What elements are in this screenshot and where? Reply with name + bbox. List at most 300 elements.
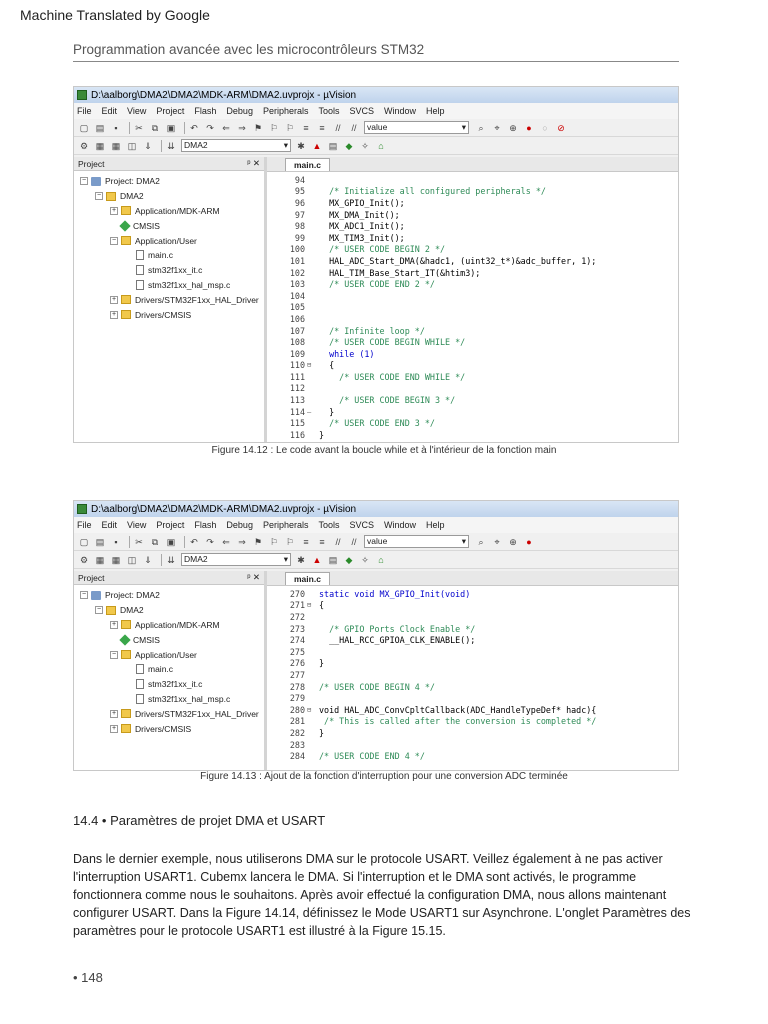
code-line[interactable] (267, 588, 678, 600)
toolbar-separator (161, 140, 162, 152)
line-number: 273 (289, 623, 305, 634)
pack-installer-icon[interactable]: ✧ (361, 140, 369, 151)
code-line[interactable] (267, 727, 678, 739)
expand-icon[interactable]: + (111, 206, 117, 214)
tree-item[interactable] (74, 677, 264, 692)
code-text: /* USER CODE END 4 */ (319, 751, 425, 762)
code-text: { (319, 360, 335, 371)
debug-zoom-icon[interactable]: ⊕ (509, 536, 517, 547)
code-line[interactable] (267, 360, 678, 372)
code-line[interactable] (267, 406, 678, 418)
menu-tools[interactable]: Tools (318, 520, 340, 530)
tree-item-label: Drivers/STM32F1xx_HAL_Driver (135, 294, 259, 305)
line-number: 101 (289, 255, 305, 266)
code-text: MX_GPIO_Init(); (319, 197, 405, 208)
cut-icon[interactable]: ✂ (135, 122, 143, 133)
tree-item-label: CMSIS (133, 634, 160, 645)
menu-help[interactable]: Help (426, 520, 445, 530)
project-icon (91, 177, 101, 186)
toolbar-separator (184, 536, 185, 548)
code-text: __HAL_RCC_GPIOA_CLK_ENABLE(); (319, 635, 476, 646)
toolbar-separator (184, 122, 185, 134)
load-flash-icon[interactable]: ⇓ (144, 554, 152, 565)
find-combo[interactable] (364, 535, 469, 548)
chevron-down-icon[interactable]: ▾ (461, 536, 466, 546)
menu-peripherals[interactable]: Peripherals (262, 520, 309, 530)
menu-help[interactable]: Help (426, 106, 445, 116)
find-combo-value: value (367, 536, 388, 546)
target-select[interactable] (181, 139, 291, 152)
bookmark-prev-icon[interactable]: ⚐ (269, 122, 279, 133)
code-text: void HAL_ADC_ConvCpltCallback(ADC_HandleTypeDef* hadc){ (319, 704, 597, 715)
code-line[interactable] (267, 244, 678, 256)
undo-icon[interactable]: ↶ (190, 122, 198, 133)
target-options-icon[interactable]: ✱ (297, 554, 305, 565)
code-line[interactable] (267, 255, 678, 267)
code-line[interactable] (267, 278, 678, 290)
line-number: 282 (289, 727, 305, 738)
toolbar-separator (161, 554, 162, 566)
line-number: 104 (289, 290, 305, 301)
figure-14-12-screenshot (73, 86, 679, 443)
tree-item[interactable] (74, 307, 264, 322)
collapse-icon[interactable]: − (81, 591, 87, 599)
tree-item[interactable] (74, 603, 264, 618)
code-line[interactable] (267, 267, 678, 279)
code-line[interactable] (267, 394, 678, 406)
target-select-value: DMA2 (184, 554, 208, 564)
code-line[interactable] (267, 634, 678, 646)
breakpoint-icon[interactable]: ● (526, 536, 532, 547)
tab-main-c[interactable] (285, 572, 330, 585)
code-line[interactable] (267, 669, 678, 681)
comment-icon[interactable]: // (335, 122, 341, 133)
folder-icon (121, 650, 131, 659)
pane-controls[interactable]: ᵖ ✕ (247, 158, 260, 168)
window-title: D:\aalborg\DMA2\DMA2\MDK-ARM\DMA2.uvprojx - µVision (91, 503, 357, 515)
line-number: 114 (289, 406, 305, 417)
line-number: 284 (289, 751, 305, 762)
new-file-icon[interactable]: ▢ (79, 536, 89, 547)
code-text: /* GPIO Ports Clock Enable */ (319, 623, 476, 634)
nav-forward-icon[interactable]: ⇒ (238, 122, 246, 133)
code-line[interactable] (267, 611, 678, 623)
cubemx-icon[interactable]: ⌂ (378, 554, 384, 565)
fold-marker-icon[interactable]: ⊟ (307, 601, 312, 610)
folder-icon (121, 620, 131, 629)
rte-icon[interactable]: ◆ (345, 554, 353, 565)
code-line[interactable] (267, 417, 678, 429)
project-pane (74, 157, 267, 442)
line-number: 100 (289, 244, 305, 255)
project-tree (74, 171, 264, 322)
bookmark-icon[interactable]: ⚑ (253, 122, 263, 133)
indent-icon[interactable]: ≡ (303, 536, 309, 547)
line-number: 108 (289, 337, 305, 348)
build-icon[interactable]: ▦ (95, 554, 105, 565)
folder-icon (121, 310, 131, 319)
file-icon (136, 694, 144, 704)
save-icon[interactable]: ▪ (114, 536, 118, 547)
body-paragraph: Dans le dernier exemple, nous utiliserons DMA sur le protocole USART. Veillez également à ne pas activer l'interruption USART1. Cubemx lancera le DMA. Si l'interruption et le DMA sont activés, le programme fonctionnera comme nous le souhaitons. Après avoir effectué la configuration DMA, nous allons maintenant configurer USART. Dans la Figure 14.14, définissez le Mode USART1 sur Asynchrone. L'onglet Paramètres des paramètres pour le protocole USART1 est illustré à la Figure 15.15. (73, 852, 691, 938)
menu-peripherals[interactable]: Peripherals (262, 106, 309, 116)
code-line[interactable] (267, 646, 678, 658)
project-pane-header (74, 157, 264, 171)
line-number: 107 (289, 325, 305, 336)
menu-tools[interactable]: Tools (318, 106, 340, 116)
tree-item[interactable] (74, 706, 264, 721)
expand-icon[interactable]: + (111, 620, 117, 628)
breakpoint-icon[interactable]: ● (526, 122, 532, 133)
tree-item[interactable] (74, 292, 264, 307)
target-options-icon[interactable]: ✱ (297, 140, 305, 151)
undo-icon[interactable]: ↶ (190, 536, 198, 547)
line-number: 274 (289, 635, 305, 646)
line-number: 111 (289, 371, 305, 382)
code-line[interactable] (267, 174, 678, 186)
folder-icon (121, 206, 131, 215)
line-number: 279 (289, 693, 305, 704)
figure-14-12-caption: Figure 14.12 : Le code avant la boucle while et à l'intérieur de la fonction main (211, 445, 557, 456)
tree-item-label: DMA2 (120, 191, 144, 202)
project-tree (74, 585, 264, 736)
expand-icon[interactable]: + (111, 709, 117, 717)
tree-item[interactable] (74, 248, 264, 263)
toolbar-separator (129, 536, 130, 548)
menu-flash[interactable]: Flash (194, 520, 217, 530)
code-text: /* USER CODE BEGIN 2 */ (319, 244, 446, 255)
tree-item[interactable] (74, 174, 264, 189)
menu-edit[interactable]: Edit (101, 106, 118, 116)
code-line[interactable] (267, 197, 678, 209)
project-pane (74, 571, 267, 770)
line-number: 283 (289, 739, 305, 750)
copy-icon[interactable]: ⧉ (151, 536, 159, 547)
tree-item-label: stm32f1xx_it.c (148, 679, 203, 690)
machine-translation-banner: Machine Translated by Google (20, 7, 210, 23)
project-pane-title: Project (78, 158, 105, 169)
code-line[interactable] (267, 371, 678, 383)
pane-controls[interactable]: ᵖ ✕ (247, 572, 260, 582)
project-pane-header (74, 571, 264, 585)
chevron-down-icon[interactable]: ▾ (283, 140, 288, 150)
tree-item[interactable] (74, 263, 264, 278)
fold-marker-icon[interactable]: ⊟ (307, 705, 312, 714)
line-number: 275 (289, 646, 305, 657)
tree-item[interactable] (74, 647, 264, 662)
build-icon[interactable]: ▦ (95, 140, 105, 151)
tree-item-label: Application/MDK-ARM (135, 205, 220, 216)
folder-icon (121, 295, 131, 304)
find-in-files-icon[interactable]: ⌕ (478, 536, 484, 547)
target-select-value: DMA2 (184, 140, 208, 150)
folder-icon (121, 709, 131, 718)
translate-icon[interactable]: ⚙ (79, 140, 89, 151)
menu-window[interactable]: Window (384, 520, 417, 530)
menu-view[interactable]: View (127, 106, 147, 116)
bookmark-icon[interactable]: ⚑ (253, 536, 263, 547)
tree-item[interactable] (74, 632, 264, 647)
code-line[interactable] (267, 750, 678, 762)
code-text: while (1) (319, 348, 375, 359)
bookmark-next-icon[interactable]: ⚐ (285, 122, 295, 133)
code-text: /* USER CODE END 3 */ (319, 418, 435, 429)
tree-item-label: Application/User (135, 235, 197, 246)
manage-project-icon[interactable]: ▲ (312, 554, 322, 565)
tree-item[interactable] (74, 588, 264, 603)
uvision-app-icon (77, 90, 87, 100)
code-line[interactable] (267, 429, 678, 441)
line-number: 113 (289, 395, 305, 406)
code-area[interactable] (267, 172, 678, 441)
tree-item[interactable] (74, 662, 264, 677)
cmsis-icon (119, 220, 130, 231)
folder-icon (121, 724, 131, 733)
menu-bar (74, 517, 678, 533)
code-area[interactable] (267, 586, 678, 762)
comment-icon[interactable]: // (335, 536, 341, 547)
figure-14-13-caption: Figure 14.13 : Ajout de la fonction d'interruption pour une conversion ADC terminée (200, 771, 568, 782)
code-line[interactable] (267, 336, 678, 348)
redo-icon[interactable]: ↷ (206, 536, 214, 547)
code-line[interactable] (267, 623, 678, 635)
toolbar-separator (129, 122, 130, 134)
editor-tab-strip (267, 157, 678, 172)
incremental-find-icon[interactable]: ⌖ (494, 122, 500, 133)
line-number: 272 (289, 611, 305, 622)
line-number: 95 (294, 186, 305, 197)
paste-icon[interactable]: ▣ (166, 536, 176, 547)
manage-components-icon[interactable]: ▤ (328, 554, 338, 565)
code-text: { (319, 600, 325, 611)
menu-file[interactable]: File (77, 520, 92, 530)
tree-item[interactable] (74, 618, 264, 633)
menu-view[interactable]: View (127, 520, 147, 530)
batch-build-icon[interactable]: ◫ (127, 140, 137, 151)
toolbar-build (74, 137, 678, 155)
line-number: 276 (289, 658, 305, 669)
tree-item-label: Project: DMA2 (105, 176, 160, 187)
figure-14-13-screenshot (73, 500, 679, 771)
outdent-icon[interactable]: ≡ (319, 536, 325, 547)
expand-icon[interactable]: + (111, 724, 117, 732)
code-line[interactable] (267, 302, 678, 314)
line-number: 115 (289, 418, 305, 429)
line-number: 270 (289, 588, 305, 599)
outdent-icon[interactable]: ≡ (319, 122, 325, 133)
cmsis-icon (119, 634, 130, 645)
expand-icon[interactable]: + (111, 310, 117, 318)
collapse-icon[interactable]: − (96, 606, 102, 614)
paste-icon[interactable]: ▣ (166, 122, 176, 133)
code-line[interactable] (267, 704, 678, 716)
nav-back-icon[interactable]: ⇐ (222, 536, 230, 547)
find-combo-value: value (367, 122, 388, 132)
rte-icon[interactable]: ◆ (345, 140, 353, 151)
open-folder-icon[interactable]: ▤ (95, 122, 105, 133)
line-number: 103 (289, 279, 305, 290)
fold-marker-icon[interactable]: – (307, 407, 312, 416)
uncomment-icon[interactable]: // (351, 536, 357, 547)
code-text: } (319, 727, 325, 738)
pack-installer-icon[interactable]: ✧ (361, 554, 369, 565)
code-line[interactable] (267, 692, 678, 704)
code-text: MX_TIM3_Init(); (319, 232, 405, 243)
incremental-find-icon[interactable]: ⌖ (494, 536, 500, 547)
code-line[interactable] (267, 600, 678, 612)
code-line[interactable] (267, 313, 678, 325)
tab-main-c[interactable] (285, 158, 330, 171)
folder-icon (106, 606, 116, 615)
menu-svcs[interactable]: SVCS (349, 106, 375, 116)
download-icon[interactable]: ⇊ (167, 554, 175, 565)
code-line[interactable] (267, 681, 678, 693)
tree-item[interactable] (74, 233, 264, 248)
code-line[interactable] (267, 716, 678, 728)
file-icon (136, 664, 144, 674)
project-pane-title: Project (78, 572, 105, 583)
menu-window[interactable]: Window (384, 106, 417, 116)
uncomment-icon[interactable]: // (351, 122, 357, 133)
tree-item-label: stm32f1xx_hal_msp.c (148, 279, 231, 290)
line-number: 112 (289, 383, 305, 394)
tree-item[interactable] (74, 278, 264, 293)
line-number: 94 (294, 174, 305, 185)
collapse-icon[interactable]: − (111, 236, 117, 244)
code-line[interactable] (267, 739, 678, 751)
bookmark-next-icon[interactable]: ⚐ (285, 536, 295, 547)
code-line[interactable] (267, 209, 678, 221)
line-number: 281 (289, 716, 305, 727)
line-number: 98 (294, 221, 305, 232)
menu-debug[interactable]: Debug (226, 106, 253, 116)
find-combo[interactable] (364, 121, 469, 134)
page-number: • 148 (73, 970, 103, 985)
toolbar-main (74, 119, 678, 137)
chevron-down-icon[interactable]: ▾ (461, 122, 466, 132)
code-line[interactable] (267, 383, 678, 395)
menu-debug[interactable]: Debug (226, 520, 253, 530)
line-number: 96 (294, 197, 305, 208)
editor-tab-strip (267, 571, 678, 586)
rebuild-icon[interactable]: ▦ (111, 554, 121, 565)
fold-marker-icon[interactable]: ⊟ (307, 361, 312, 370)
tree-item-label: Project: DMA2 (105, 590, 160, 601)
code-line[interactable] (267, 290, 678, 302)
tree-item-label: Application/MDK-ARM (135, 619, 220, 630)
code-text: } (319, 658, 325, 669)
tree-item[interactable] (74, 218, 264, 233)
toolbar-build (74, 551, 678, 569)
translate-icon[interactable]: ⚙ (79, 554, 89, 565)
window-title: D:\aalborg\DMA2\DMA2\MDK-ARM\DMA2.uvprojx - µVision (91, 89, 357, 101)
menu-flash[interactable]: Flash (194, 106, 217, 116)
menu-project[interactable]: Project (156, 520, 185, 530)
load-flash-icon[interactable]: ⇓ (144, 140, 152, 151)
tree-item-label: main.c (148, 664, 174, 675)
code-line[interactable] (267, 325, 678, 337)
file-icon (136, 280, 144, 290)
tab-label: main.c (294, 160, 321, 170)
code-text: /* USER CODE END WHILE */ (319, 371, 466, 382)
tree-item-label: Drivers/CMSIS (135, 723, 192, 734)
menu-project[interactable]: Project (156, 106, 185, 116)
save-icon[interactable]: ▪ (114, 122, 118, 133)
new-file-icon[interactable]: ▢ (79, 122, 89, 133)
editor-pane (267, 571, 678, 770)
header-divider (73, 61, 679, 62)
code-line[interactable] (267, 348, 678, 360)
code-text: MX_ADC1_Init(); (319, 221, 405, 232)
cut-icon[interactable]: ✂ (135, 536, 143, 547)
nav-back-icon[interactable]: ⇐ (222, 122, 230, 133)
tree-item[interactable] (74, 692, 264, 707)
open-folder-icon[interactable]: ▤ (95, 536, 105, 547)
folder-icon (121, 236, 131, 245)
chevron-down-icon[interactable]: ▾ (283, 554, 288, 564)
cubemx-icon[interactable]: ⌂ (378, 140, 384, 151)
bookmark-prev-icon[interactable]: ⚐ (269, 536, 279, 547)
menu-file[interactable]: File (77, 106, 92, 116)
line-number: 106 (289, 313, 305, 324)
line-number: 105 (289, 302, 305, 313)
tree-item[interactable] (74, 721, 264, 736)
target-select[interactable] (181, 553, 291, 566)
menu-edit[interactable]: Edit (101, 520, 118, 530)
download-icon[interactable]: ⇊ (167, 140, 175, 151)
tree-item-label: stm32f1xx_hal_msp.c (148, 693, 231, 704)
folder-icon (106, 192, 116, 201)
menu-svcs[interactable]: SVCS (349, 520, 375, 530)
code-line[interactable] (267, 186, 678, 198)
tab-label: main.c (294, 574, 321, 584)
code-line[interactable] (267, 232, 678, 244)
disable-breakpoint-icon[interactable]: ○ (542, 122, 548, 133)
tree-item-label: Drivers/CMSIS (135, 309, 192, 320)
rebuild-icon[interactable]: ▦ (111, 140, 121, 151)
batch-build-icon[interactable]: ◫ (127, 554, 137, 565)
debug-zoom-icon[interactable]: ⊕ (509, 122, 517, 133)
menu-bar (74, 103, 678, 119)
nav-forward-icon[interactable]: ⇒ (238, 536, 246, 547)
ide-body (74, 571, 678, 770)
editor-pane (267, 157, 678, 442)
collapse-icon[interactable]: − (96, 192, 102, 200)
redo-icon[interactable]: ↷ (206, 122, 214, 133)
project-icon (91, 591, 101, 600)
expand-icon[interactable]: + (111, 295, 117, 303)
uvision-app-icon (77, 504, 87, 514)
indent-icon[interactable]: ≡ (303, 122, 309, 133)
code-text: /* Initialize all configured peripherals */ (319, 186, 546, 197)
kill-breakpoints-icon[interactable]: ⊘ (557, 122, 565, 133)
code-line[interactable] (267, 220, 678, 232)
tree-item[interactable] (74, 204, 264, 219)
collapse-icon[interactable]: − (81, 177, 87, 185)
code-line[interactable] (267, 658, 678, 670)
collapse-icon[interactable]: − (111, 650, 117, 658)
manage-project-icon[interactable]: ▲ (312, 140, 322, 151)
code-text: HAL_ADC_Start_DMA(&hadc1, (uint32_t*)&adc_buffer, 1); (319, 255, 597, 266)
manage-components-icon[interactable]: ▤ (328, 140, 338, 151)
tree-item-label: DMA2 (120, 605, 144, 616)
find-in-files-icon[interactable]: ⌕ (478, 122, 484, 133)
file-icon (136, 679, 144, 689)
line-number: 97 (294, 209, 305, 220)
tree-item[interactable] (74, 189, 264, 204)
code-text: MX_DMA_Init(); (319, 209, 400, 220)
copy-icon[interactable]: ⧉ (151, 122, 159, 133)
